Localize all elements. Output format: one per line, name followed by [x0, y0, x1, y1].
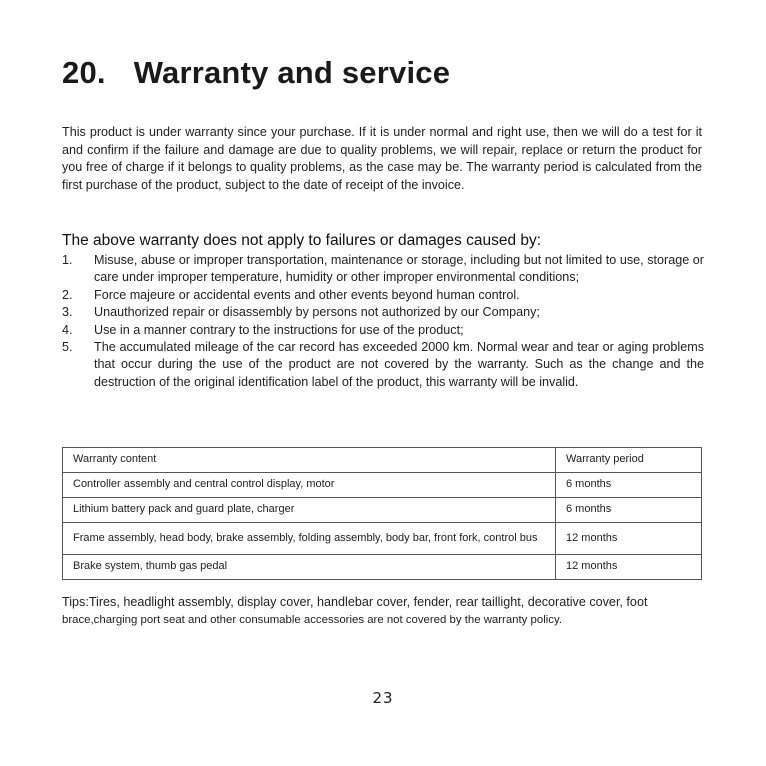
section-number: 20.	[62, 55, 106, 90]
table-cell-content: Frame assembly, head body, brake assembly, folding assembly, body bar, front fork, control bus	[63, 523, 556, 555]
page-number: 23	[372, 689, 394, 707]
list-item-text: Unauthorized repair or disassembly by persons not authorized by our Company;	[94, 305, 540, 320]
exclusions-title: The above warranty does not apply to failures or damages caused by:	[62, 232, 542, 249]
list-item-text: Use in a manner contrary to the instructions for use of the product;	[94, 322, 464, 337]
section-heading	[62, 55, 450, 91]
list-item-number: 3.	[62, 305, 73, 320]
table-cell-content: Controller assembly and central control display, motor	[63, 473, 556, 498]
list-item	[62, 287, 704, 304]
list-item-text: Misuse, abuse or improper transportation, maintenance or storage, including but not limited to use, storage or care under improper temperature, humidity or other improper environmental conditions;	[94, 253, 704, 285]
tips-line-2: brace,charging port seat and other consumable accessories are not covered by the warranty policy.	[62, 613, 562, 626]
table-header-period: Warranty period	[556, 448, 702, 473]
tips-note	[62, 594, 702, 628]
tips-line-1: Tips:Tires, headlight assembly, display cover, handlebar cover, fender, rear taillight, decorative cover, foot	[62, 595, 648, 609]
table-row	[63, 498, 702, 523]
list-item	[62, 304, 704, 321]
intro-paragraph: This product is under warranty since your purchase. If it is under normal and right use, then we will do a test for it and confirm if the failure and damage are due to quality problems, we will repair, replace or return the product for you free of charge if it belongs to quality problems, as the case may be. The warranty period is calculated from the first purchase of the product, subject to the date of receipt of the invoice.	[62, 125, 702, 192]
list-item-number: 1.	[62, 253, 73, 267]
list-item	[62, 339, 704, 391]
table-cell-period: 6 months	[556, 473, 702, 498]
table-header-row	[63, 448, 702, 473]
table-cell-content: Lithium battery pack and guard plate, charger	[63, 498, 556, 523]
list-item	[62, 322, 704, 339]
table-row	[63, 555, 702, 580]
list-item-number: 4.	[62, 322, 73, 337]
list-item	[62, 252, 704, 287]
table-row	[63, 523, 702, 555]
table-cell-period: 6 months	[556, 498, 702, 523]
list-item-number: 2.	[62, 287, 73, 302]
table-cell-content: Brake system, thumb gas pedal	[63, 555, 556, 580]
section-title: Warranty and service	[133, 55, 451, 90]
list-item-text: Force majeure or accidental events and other events beyond human control.	[94, 287, 520, 302]
list-item-number: 5.	[62, 340, 73, 355]
table-row	[63, 473, 702, 498]
table-cell-period: 12 months	[556, 555, 702, 580]
list-item-text: The accumulated mileage of the car record has exceeded 2000 km. Normal wear and tear or aging problems that occur during the use of the product are not covered by the warranty. Such as the change and the destruction of the original identification label of the product, this warranty will be invalid.	[94, 340, 704, 389]
table-cell-period: 12 months	[556, 523, 702, 555]
table-header-content: Warranty content	[63, 448, 556, 473]
exclusions-list	[62, 252, 704, 391]
warranty-table	[62, 447, 702, 580]
